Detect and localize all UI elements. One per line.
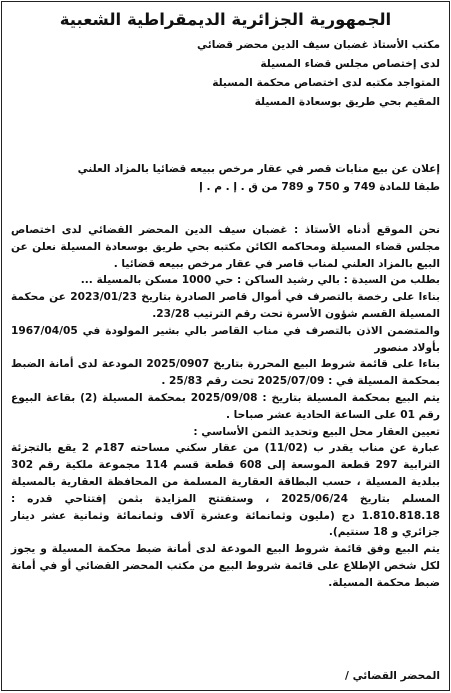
- header-line: لدى إختصاص مجلس قضاء المسيلة: [260, 58, 440, 70]
- body-paragraph: تعيين العقار محل البيع وتحديد الثمن الأساسي :: [193, 425, 440, 438]
- header-line: المقيم بحي طريق بوسعادة المسيلة: [254, 96, 440, 108]
- announcement-line: إعلان عن بيع منابات قصر في عقار مرخص ببيعه قضائيا بالمزاد العلني: [77, 163, 440, 175]
- body-paragraph: عبارة عن مناب يقدر ب (11/02) من عقار سكني مساحته 187م 2 يقع بالتجزئة الترابية 297 قطعة الموسعة إلى 608 قطعة قسم 114 مجموعة ملكية رقم 302 ببلدية المسيلة ، حسب البطاقة العقارية المسلمة من المحافظة العقارية بالمسيلة المسلم بتاريخ 2025/06/24 ، وستفتتح المزايدة بثمن إفتتاحي قدره : 1.810.818.18 دج (مليون وثمانمائة وعشرة آلاف وثمانمائة وثمانية عشر دينار جزائري و 18 سنتيم).: [11, 442, 440, 539]
- body-paragraph: والمتضمن الاذن بالتصرف في مناب القاصر بالي بشير المولودة في 1967/04/05 بأولاد منصور: [11, 324, 440, 354]
- signature-line: المحضر القضائي /: [345, 670, 440, 682]
- announcement: [11, 161, 440, 196]
- body-paragraph: نحن الموقع أدناه الأستاذ : غضبان سيف الدين المحضر القضائي لدى اختصاص مجلس قضاء المسيلة ومحاكمه الكائن مكتبه بحي طريق بوسعادة المسيلة نعلن عن البيع بالمزاد العلني لمناب قاصر في عقار مرخص ببيعه قضائيا .: [11, 224, 440, 270]
- header-line: مكتب الأستاذ غضبان سيف الدين محضر قضائي: [197, 39, 440, 51]
- body-paragraph: بطلب من السيدة : بالي رشيد الساكن : حي 1000 مسكن بالمسيلة ...: [80, 274, 440, 287]
- body-paragraph: بناءا على قائمة شروط البيع المحررة بتاريخ 2025/0907 المودعة لدى أمانة الضبط بمحكمة المسيلة في : 2025/07/09 تحت رقم 25/83 .: [11, 358, 441, 388]
- body-paragraph: يتم البيع بمحكمة المسيلة بتاريخ : 2025/09/08 بمحكمة المسيلة (2) بقاعة البيوع رقم 01 على الساعة الحادية عشر صباحا .: [11, 391, 440, 421]
- legal-notice: [1, 1, 450, 691]
- announcement-line: طبقا للمادة 749 و 750 و 789 من ق . إ . م . إ: [199, 180, 440, 193]
- body-paragraph: بناءا على رخصة بالتصرف في أموال قاصر الصادرة بتاريخ 2023/01/23 عن محكمة المسيلة القسم شؤون الأسرة تحت رقم الترتيب 23/28.: [11, 291, 440, 320]
- header-line: المتواجد مكتبه لدى اختصاص محكمة المسيلة: [212, 77, 440, 89]
- bailiff-header: [11, 36, 440, 112]
- notice-body: [11, 222, 440, 592]
- country-title: الجمهورية الجزائرية الديمقراطية الشعبية: [59, 10, 392, 29]
- body-paragraph: يتم البيع وفق قائمة شروط البيع المودعة لدى أمانة ضبط محكمة المسيلة و يجوز لكل شخص الإطلاع على قائمة شروط البيع من مكتب المحضر القضائي أو في أمانة ضبط محكمة المسيلة.: [11, 543, 440, 589]
